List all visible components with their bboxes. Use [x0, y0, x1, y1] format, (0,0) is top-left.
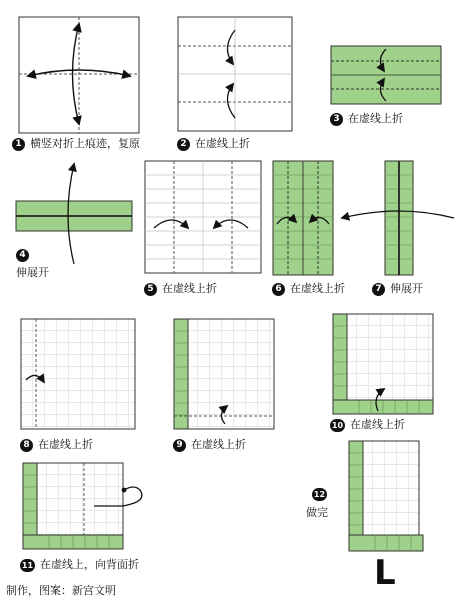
step-10-diagram — [332, 313, 434, 415]
step-1-diagram — [18, 16, 140, 134]
step-number: 9 — [173, 439, 186, 452]
step-number: 1 — [12, 138, 25, 151]
step-text: 在虚线上折 — [195, 137, 250, 150]
step-text: 横竖对折上痕迹，复原 — [30, 137, 140, 150]
step-6-diagram — [272, 160, 334, 276]
step-8-caption — [20, 438, 93, 452]
result-letter: L — [374, 553, 396, 593]
step-number: 6 — [272, 283, 285, 296]
step-7-caption — [372, 282, 423, 296]
step-8-diagram — [20, 318, 136, 430]
step-12-caption — [306, 488, 328, 520]
step-5-diagram — [144, 160, 262, 274]
step-number: 8 — [20, 439, 33, 452]
step-11-caption — [20, 558, 139, 572]
step-text: 在虚线上折 — [350, 418, 405, 431]
step-number: 10 — [331, 420, 344, 430]
step-text: 做完 — [306, 506, 328, 519]
step-2-diagram — [177, 16, 293, 132]
step-6-caption — [272, 282, 345, 296]
step-text: 伸展开 — [390, 282, 423, 295]
step-7-diagram — [338, 160, 458, 276]
step-text: 在虚线上折 — [348, 112, 403, 125]
step-number: 5 — [144, 283, 157, 296]
step-number: 3 — [330, 113, 343, 126]
step-10-caption — [330, 418, 405, 432]
credit-line: 制作，图案：新宫文明 — [6, 584, 116, 597]
step-number: 7 — [372, 283, 385, 296]
step-text: 在虚线上折 — [290, 282, 345, 295]
step-1-caption — [12, 137, 140, 151]
step-9-caption — [173, 438, 246, 452]
step-text: 在虚线上折 — [162, 282, 217, 295]
step-number: 12 — [313, 490, 326, 499]
step-number: 11 — [21, 560, 34, 570]
step-number: 2 — [177, 138, 190, 151]
step-3-caption — [330, 112, 403, 126]
step-text: 伸展开 — [16, 266, 49, 279]
step-12-diagram — [348, 440, 424, 552]
step-5-caption — [144, 282, 217, 296]
step-11-diagram — [22, 462, 154, 552]
step-2-caption — [177, 137, 250, 151]
step-9-diagram — [173, 318, 275, 430]
step-text: 在虚线上，向背面折 — [40, 558, 139, 571]
step-number: 4 — [16, 249, 29, 262]
step-4-caption — [16, 249, 49, 280]
step-3-diagram — [330, 45, 442, 105]
step-text: 在虚线上折 — [191, 438, 246, 451]
step-text: 在虚线上折 — [38, 438, 93, 451]
